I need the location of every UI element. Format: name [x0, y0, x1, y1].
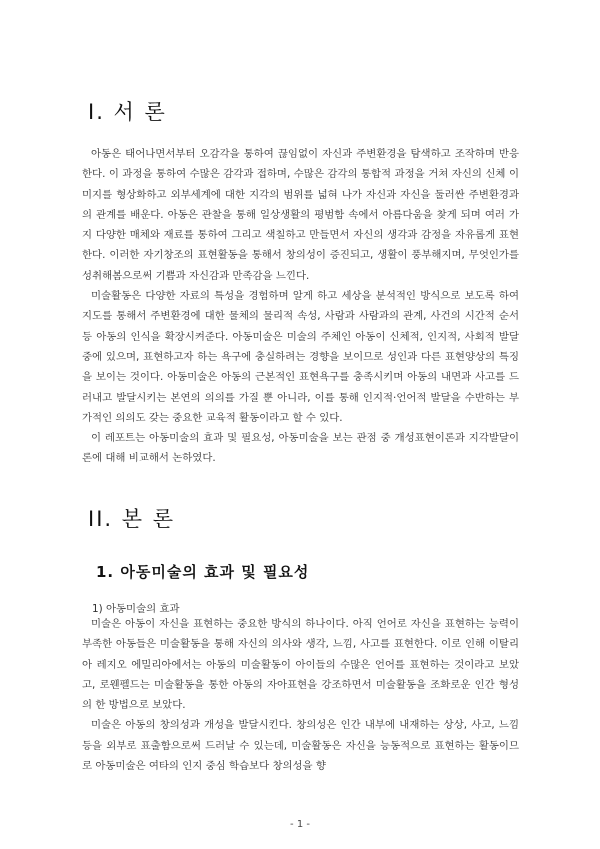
- section-2-heading: II. 본 론: [88, 507, 175, 531]
- subsection-heading: 1. 아동미술의 효과 및 필요성: [96, 563, 310, 581]
- section-2-body: [82, 614, 519, 776]
- page-number: - 1 -: [290, 819, 310, 830]
- paragraph: 이 레포트는 아동미술의 효과 및 필요성, 아동미술을 보는 관점 중 개성표현이론과 지각발달이론에 대해 비교해서 논하였다.: [82, 432, 519, 465]
- section-1-heading: I. 서 론: [88, 100, 167, 124]
- paragraph: 미술활동은 다양한 자료의 특성을 경험하며 알게 하고 세상을 분석적인 방식으로 보도록 하여 지도를 통해서 주변환경에 대한 물체의 물리적 속성, 사람과 사람과의 관계, 사건의 시간적 순서 등 아동의 인식을 확장시켜준다. 아동미술은 미술의 주체인 아동이 신체적, 인지적, 사회적 발달 중에 있으며, 표현하고자 하는 욕구에 충실하려는 경향을 보이므로 성인과 다른 표현양상의 특징을 보이는 것이다. 아동미술은 아동의 근본적인 표현욕구를 충족시키며 아동의 내면과 사고를 드러내고 발달시키는 본연의 의의를 가질 뿐 아니라, 이를 통해 인지적·언어적 발달을 수반하는 부가적인 의의도 갖는 중요한 교육적 활동이라고 할 수 있다.: [82, 290, 519, 424]
- paragraph: 미술은 아동의 창의성과 개성을 발달시킨다. 창의성은 인간 내부에 내재하는 상상, 사고, 느낌 등을 외부로 표출함으로써 드러날 수 있는데, 미술활동은 자신을 능동적으로 표현하는 활동이므로 아동미술은 여타의 인지 중심 학습보다 창의성을 향: [82, 719, 519, 773]
- paragraph: 미술은 아동이 자신을 표현하는 중요한 방식의 하나이다. 아직 언어로 자신을 표현하는 능력이 부족한 아동들은 미술활동을 통해 자신의 의사와 생각, 느낌, 사고를 표현한다. 이로 인해 이탈리아 레지오 에밀리아에서는 아동의 미술활동이 아이들의 수많은 언어를 표현하는 것이라고 보았고, 로웬펠드는 미술활동을 통한 아동의 자아표현을 강조하면서 미술활동을 조화로운 인간 형성의 한 방법으로 보았다.: [82, 618, 519, 712]
- item-heading: 1) 아동미술의 효과: [92, 603, 180, 615]
- section-1-body: [82, 144, 519, 469]
- paragraph: 아동은 태어나면서부터 오감각을 통하여 끊임없이 자신과 주변환경을 탐색하고 조작하며 반응한다. 이 과정을 통하여 수많은 감각과 접하며, 수많은 감각의 통합적 과정을 거쳐 자신의 신체 이미지를 형상화하고 외부세계에 대한 지각의 범위를 넓혀 나가 자신과 자신을 둘러싼 주변환경과의 관계를 배운다. 아동은 관찰을 통해 일상생활의 평범함 속에서 아름다움을 찾게 되며 여러 가지 다양한 매체와 재료를 통하여 그리고 색칠하고 만들면서 자신의 생각과 감정을 자유롭게 표현한다. 이러한 자기창조의 표현활동을 통해서 창의성이 증진되고, 생활이 풍부해지며, 무엇인가를 성취해봄으로써 기쁨과 자신감과 만족감을 느낀다.: [82, 148, 519, 282]
